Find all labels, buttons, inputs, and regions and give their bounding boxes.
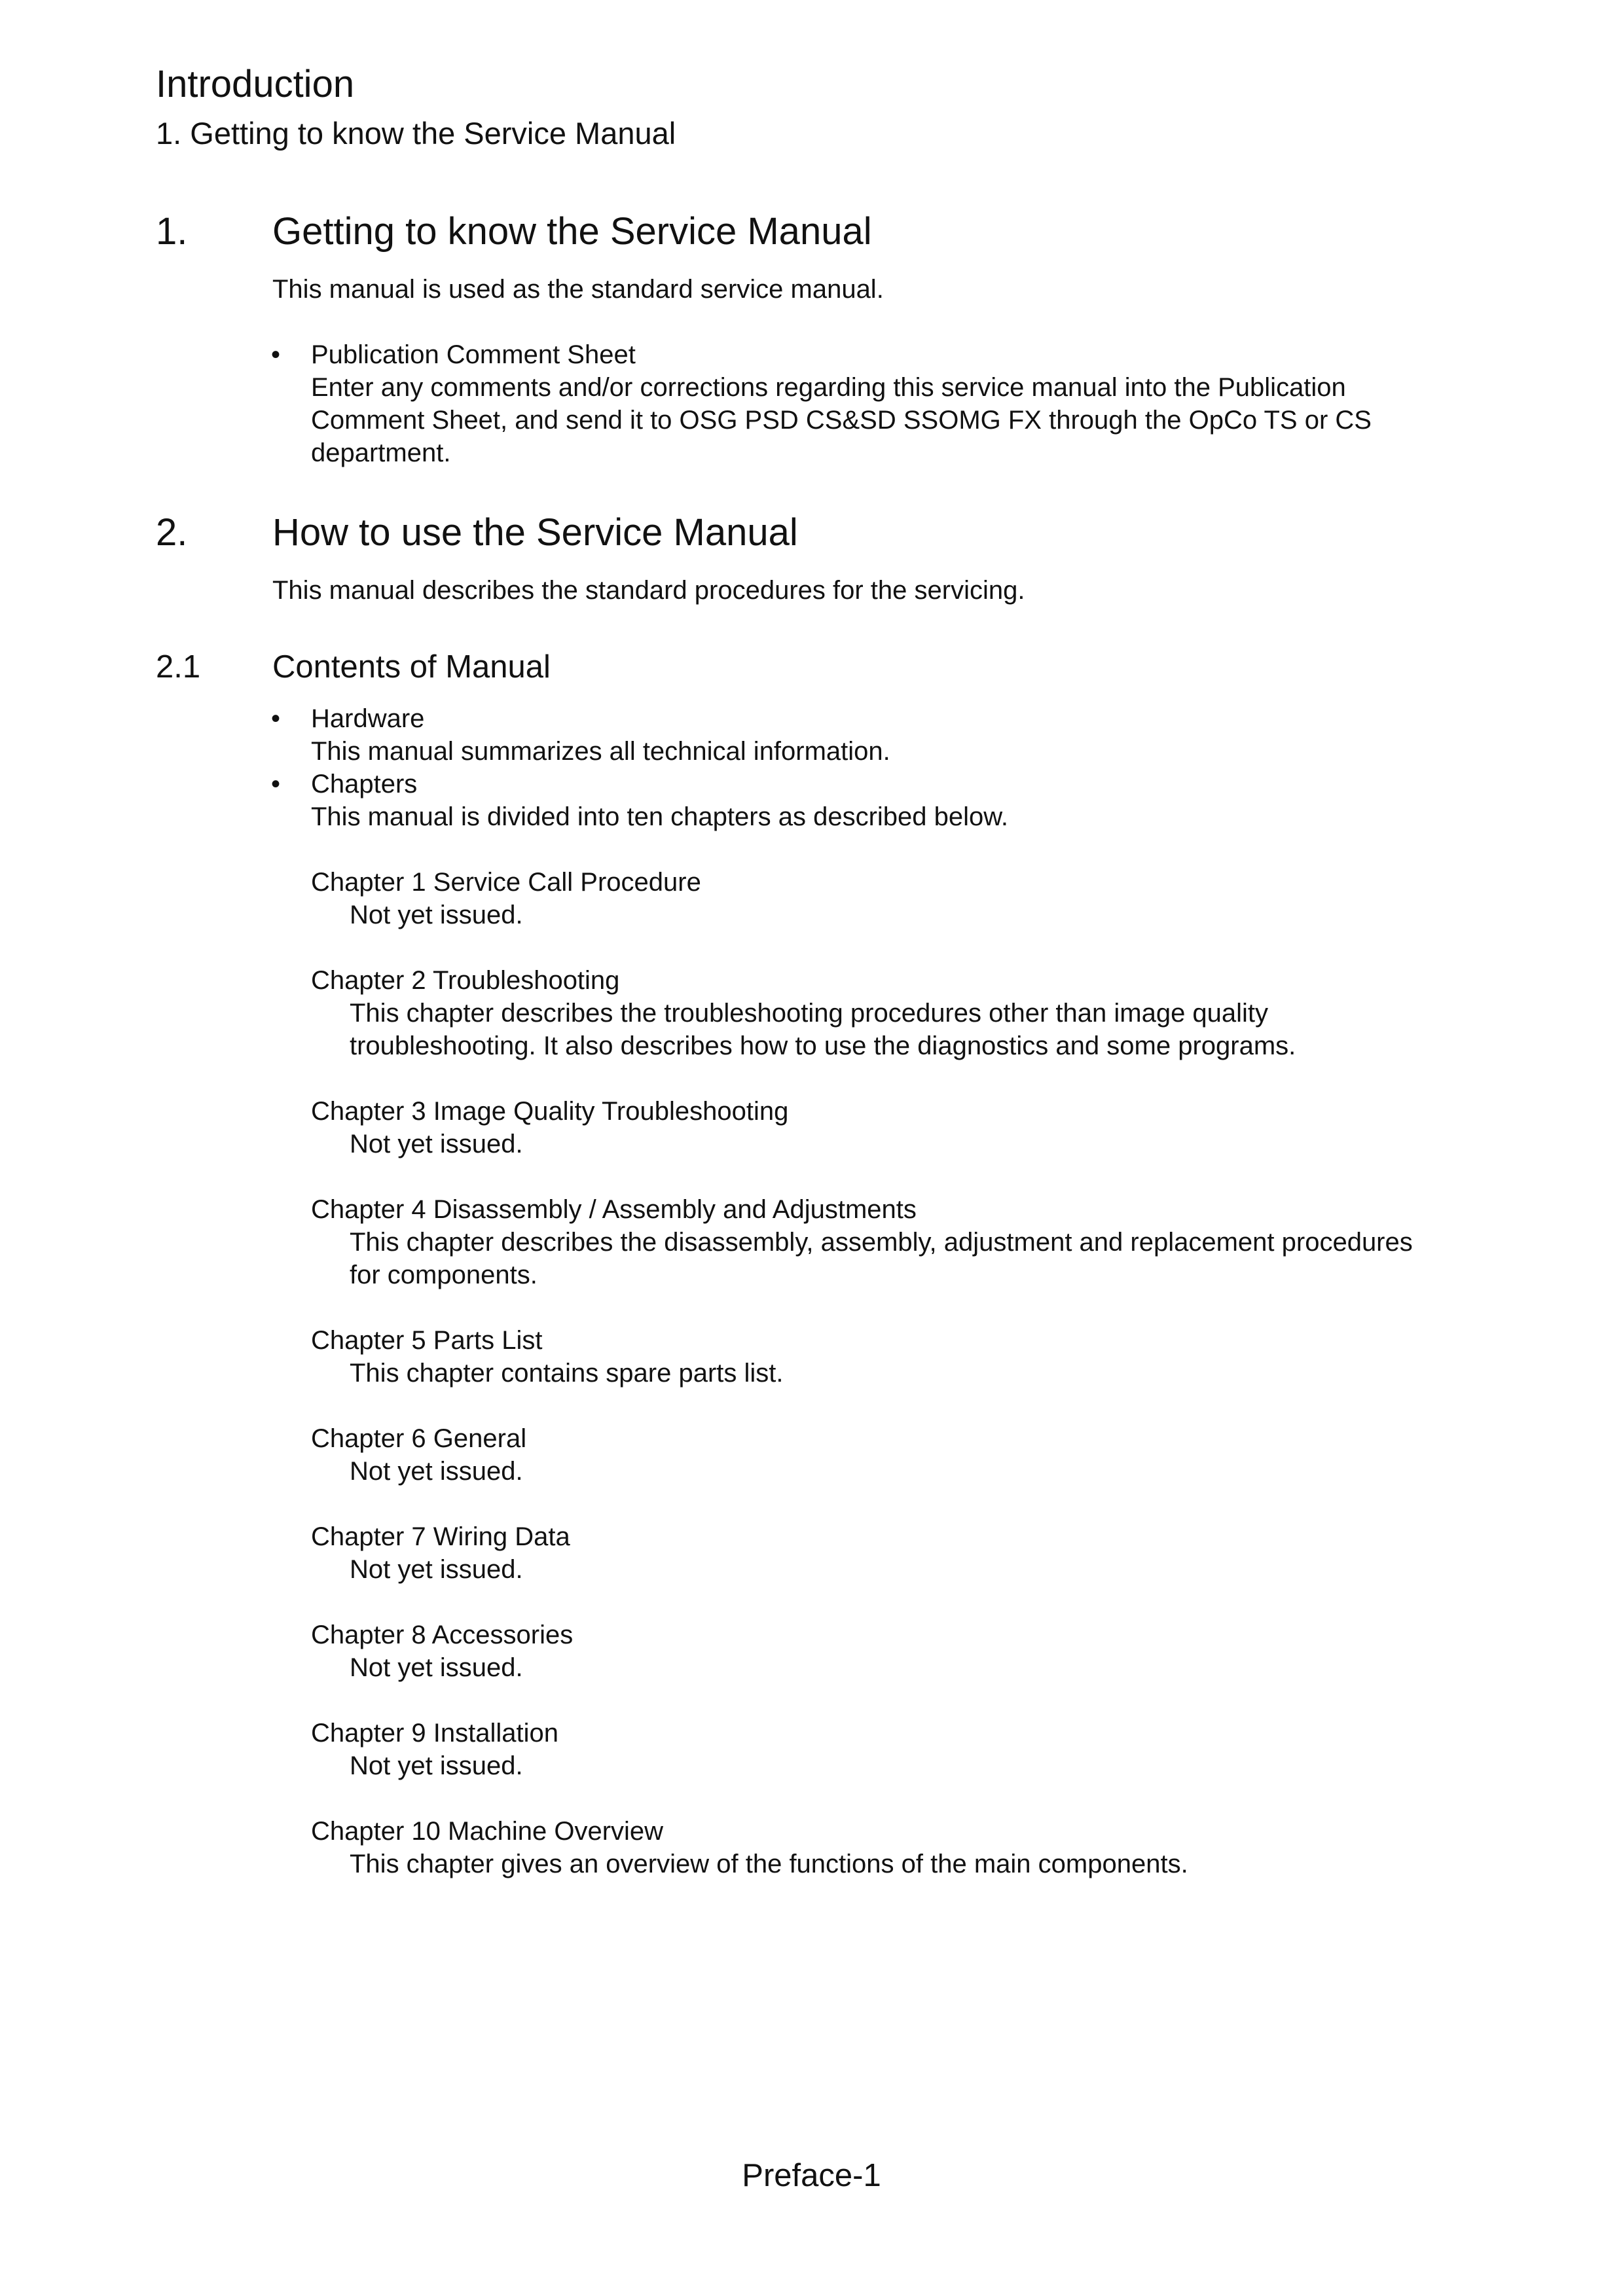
chapter-9-description: Not yet issued. — [350, 1751, 523, 1780]
section-2-heading: How to use the Service Manual — [272, 511, 798, 554]
section-2-1-heading: Contents of Manual — [272, 649, 551, 685]
section-1-number: 1. — [156, 210, 188, 253]
chapter-8-description: Not yet issued. — [350, 1653, 523, 1682]
section-1-intro: This manual is used as the standard service manual. — [272, 275, 884, 304]
chapter-7-title: Chapter 7 Wiring Data — [311, 1522, 570, 1551]
bullet-icon: • — [271, 340, 281, 369]
chapter-6-title: Chapter 6 General — [311, 1424, 527, 1453]
chapter-9-title: Chapter 9 Installation — [311, 1719, 559, 1748]
chapter-7-description: Not yet issued. — [350, 1555, 523, 1584]
hardware-title: Hardware — [311, 704, 425, 733]
section-1-heading: Getting to know the Service Manual — [272, 210, 872, 253]
chapter-8-title: Chapter 8 Accessories — [311, 1621, 574, 1649]
section-2-number: 2. — [156, 511, 188, 554]
comment-sheet-text-line: department. — [311, 439, 451, 467]
section-2-1-number: 2.1 — [156, 649, 201, 685]
chapter-4-title: Chapter 4 Disassembly / Assembly and Adjustments — [311, 1195, 917, 1224]
chapter-3-title: Chapter 3 Image Quality Troubleshooting — [311, 1097, 789, 1126]
bullet-icon: • — [271, 770, 281, 798]
chapter-2-description: This chapter describes the troubleshooting procedures other than image quality — [350, 999, 1269, 1028]
comment-sheet-title: Publication Comment Sheet — [311, 340, 636, 369]
chapters-title: Chapters — [311, 770, 418, 798]
chapter-3-description: Not yet issued. — [350, 1130, 523, 1158]
chapter-1-title: Chapter 1 Service Call Procedure — [311, 868, 701, 897]
chapter-10-description: This chapter gives an overview of the functions of the main components. — [350, 1850, 1188, 1878]
chapter-2-description: troubleshooting. It also describes how to use the diagnostics and some programs. — [350, 1031, 1296, 1060]
page-number: Preface-1 — [742, 2158, 881, 2193]
chapter-2-title: Chapter 2 Troubleshooting — [311, 966, 620, 995]
chapter-10-title: Chapter 10 Machine Overview — [311, 1817, 664, 1846]
hardware-text: This manual summarizes all technical information. — [311, 737, 890, 766]
chapter-4-description: This chapter describes the disassembly, assembly, adjustment and replacement procedures — [350, 1228, 1413, 1257]
comment-sheet-text-line: Enter any comments and/or corrections regarding this service manual into the Publication — [311, 373, 1346, 402]
running-header-subtitle: 1. Getting to know the Service Manual — [156, 116, 676, 151]
section-2-intro: This manual describes the standard procedures for the servicing. — [272, 576, 1025, 605]
chapter-5-description: This chapter contains spare parts list. — [350, 1359, 784, 1388]
running-header-title: Introduction — [156, 63, 355, 105]
chapter-4-description: for components. — [350, 1261, 538, 1289]
chapters-text: This manual is divided into ten chapters as described below. — [311, 802, 1009, 831]
bullet-icon: • — [271, 704, 281, 733]
comment-sheet-text-line: Comment Sheet, and send it to OSG PSD CS&SD SSOMG FX through the OpCo TS or CS — [311, 406, 1372, 435]
chapter-5-title: Chapter 5 Parts List — [311, 1326, 543, 1355]
chapter-1-description: Not yet issued. — [350, 901, 523, 929]
chapter-6-description: Not yet issued. — [350, 1457, 523, 1486]
